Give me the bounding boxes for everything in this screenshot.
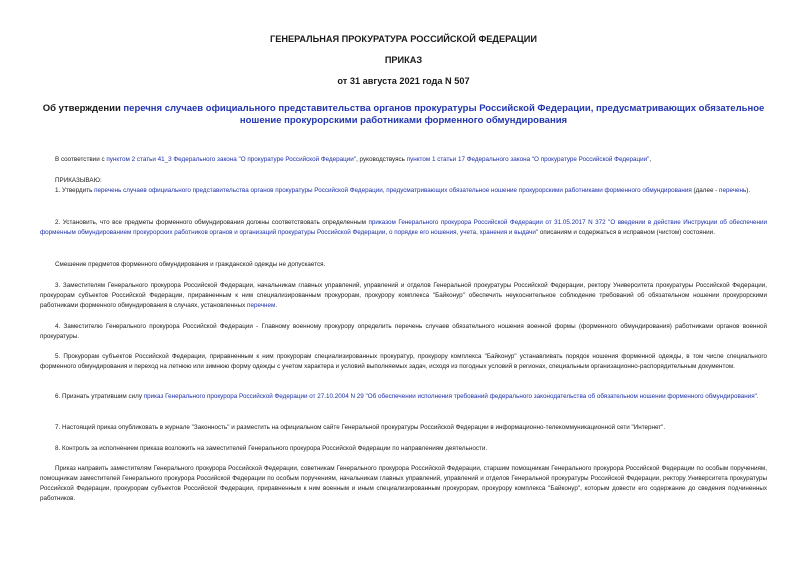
- paragraph-2-note: Смешение предметов форменного обмундирования и гражданской одежды не допускается.: [55, 261, 326, 268]
- list-reference-link[interactable]: перечнем: [247, 302, 276, 309]
- document-type: ПРИКАЗ: [384, 55, 423, 65]
- preamble-text: , руководствуясь: [356, 156, 407, 163]
- paragraph-7: 7. Настоящий приказ опубликовать в журнале "Законность" и разместить на официальном сайте Генеральной прокуратуры Российской Федерации в информационно-телекоммуникационной сети "Интернет".: [55, 424, 666, 431]
- paragraph-2: [40, 218, 767, 238]
- paragraph-text: 2. Установить, что все предметы форменного обмундирования должны соответствовать определенным: [55, 219, 369, 226]
- paragraph-text: .: [275, 302, 278, 309]
- list-approval-link[interactable]: перечень случаев официального представительства органов прокуратуры Российской Федерации, предусматривающих обязательное ношение прокурорскими работниками форменного обмундирования: [94, 187, 692, 194]
- law-article-41-link[interactable]: пунктом 2 статьи 41_3 Федерального закона "О прокуратуре Российской Федерации": [106, 156, 357, 163]
- paragraph-text: (далее -: [691, 187, 720, 194]
- paragraph-9: Приказ направить заместителям Генерального прокурора Российской Федерации, советникам Генерального прокурора Российской Федерации, старшим помощникам Генерального прокурора Российской Федерации по особым поручениям, помощникам заместителей Генерального прокурора Российской Федерации по особым поручениям, начальникам главных управлений, управлений и отделов Генеральной прокуратуры Российской Федерации, ректору Университета прокуратуры Российской Федерации, прокурорам субъектов Российской Федерации, приравненным к ним военным и иным специализированным прокурорам, прокурору комплекса "Байконур", которым довести его содержание до сведения подчиненных работников.: [40, 465, 767, 502]
- title-link[interactable]: перечня случаев официального представительства органов прокуратуры Российской Федерации, предусматривающих обязательное ношение прокурорскими работниками форменного обмундирования: [123, 103, 765, 126]
- order-word: ПРИКАЗЫВАЮ:: [55, 177, 102, 184]
- paragraph-text: ).: [746, 187, 751, 194]
- law-article-17-link[interactable]: пунктом 1 статьи 17 Федерального закона "О прокуратуре Российской Федерации": [406, 156, 650, 163]
- paragraph-5: 5. Прокурорам субъектов Российской Федерации, приравненным к ним прокурорам специализированных прокуратур, прокурору комплекса "Байконур" устанавливать порядок ношения форменной одежды, в том числе специального форменного обмундирования и переход на летнюю или зимнюю форму одежды с учетом характера и условий выполняемых задач, исходя из погодных условий в регионах, специальным организационно-распорядительным документом.: [40, 353, 767, 370]
- order-372-link[interactable]: приказом Генерального прокурора Российской Федерации от 31.05.2017 N 372 "О введении в действие Инструкции об обеспечении форменным обмундированием прокурорских работников органов и организаций прокуратуры Российской Федерации, о порядке его ношения, учета, хранения и выдачи": [40, 219, 767, 236]
- paragraph-text: 3. Заместителям Генерального прокурора Российской Федерации, начальникам главных управлений, управлений и отделов Генеральной прокуратуры Российской Федерации, ректору Университета прокуратуры Российской Федерации, прокурорам субъектов Российской Федерации, приравненным к ним специализированным прокурорам, прокурору комплекса "Байконур" обеспечить неукоснительное соблюдение требований об обязательном ношении прокурорскими работниками форменного обмундирования в случаях, установленных: [40, 282, 767, 309]
- document-date-number: от 31 августа 2021 года N 507: [337, 76, 470, 86]
- paragraph-6: [40, 392, 767, 402]
- paragraph-3: [40, 281, 767, 311]
- title-prefix: Об утверждении: [42, 103, 124, 114]
- paragraph-text: 6. Признать утратившим силу: [55, 393, 144, 400]
- paragraph-4: 4. Заместителю Генерального прокурора Российской Федерации - Главному военному прокурору определить перечень случаев обязательного ношения военной формы (форменного обмундирования) работниками органов военной прокуратуры.: [40, 323, 767, 340]
- organization-heading: ГЕНЕРАЛЬНАЯ ПРОКУРАТУРА РОССИЙСКОЙ ФЕДЕРАЦИИ: [270, 34, 537, 44]
- order-29-link[interactable]: приказ Генерального прокурора Российской Федерации от 27.10.2004 N 29 "Об обеспечении исполнения требований федерального законодательства об обязательном ношении форменного обмундирования": [143, 393, 757, 400]
- list-link[interactable]: перечень: [719, 187, 747, 194]
- paragraph-text: описаниям и содержаться в исправном (чистом) состоянии.: [538, 229, 715, 236]
- preamble: [40, 155, 767, 165]
- preamble-text: В соответствии с: [55, 156, 107, 163]
- paragraph-1: [40, 186, 767, 196]
- paragraph-text: .: [756, 393, 759, 400]
- paragraph-text: 1. Утвердить: [55, 187, 95, 194]
- paragraph-8: 8. Контроль за исполнением приказа возложить на заместителей Генерального прокурора Российской Федерации по направлениям деятельности.: [55, 445, 488, 452]
- document-title: [40, 103, 767, 127]
- preamble-text: ,: [649, 156, 652, 163]
